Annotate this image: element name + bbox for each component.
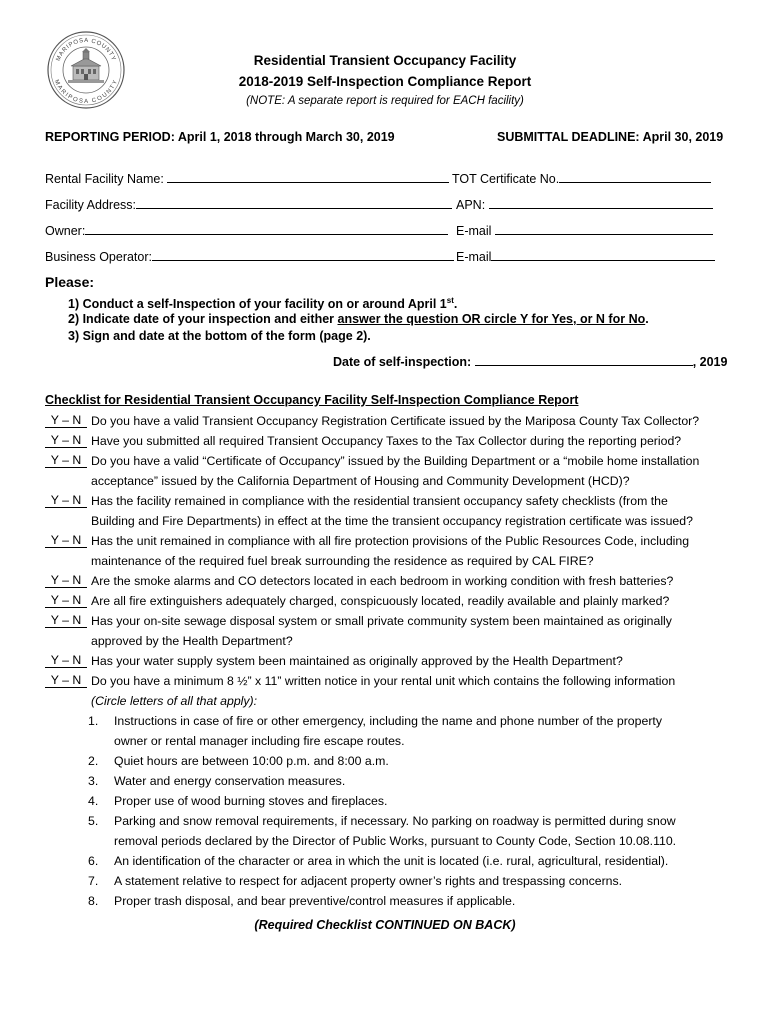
reporting-period: REPORTING PERIOD: April 1, 2018 through March 30, 2019 <box>45 130 395 144</box>
operator-label: Business Operator: <box>45 250 152 264</box>
notice-item-text: Water and energy conservation measures. <box>114 774 346 788</box>
yes-no-circle[interactable]: Y – N <box>45 591 87 608</box>
apn-input[interactable] <box>489 195 713 209</box>
step2-underlined: answer the question OR circle Y for Yes, or N for No <box>337 312 646 326</box>
question-text: Has the facility remained in compliance with the residential transient occupancy safety checklists (from the <box>91 494 668 508</box>
question-text: Are all fire extinguishers adequately charged, conspicuously located, readily available and plainly marked? <box>91 594 670 608</box>
notice-item[interactable] <box>88 871 728 891</box>
checklist-question <box>45 491 735 531</box>
step2-end: . <box>645 312 649 326</box>
county-seal-icon <box>46 30 126 110</box>
question-text: Have you submitted all required Transient Occupancy Taxes to the Tax Collector during the reporting period? <box>91 434 682 448</box>
checklist-question <box>45 591 735 611</box>
owner-email-label: E-mail <box>456 224 492 238</box>
operator-input[interactable] <box>152 247 454 261</box>
owner-input[interactable] <box>85 221 448 235</box>
please-heading: Please: <box>45 274 95 290</box>
notice-item-text: Quiet hours are between 10:00 p.m. and 8:00 a.m. <box>114 754 389 768</box>
yes-no-circle[interactable]: Y – N <box>45 451 87 468</box>
tot-input[interactable] <box>559 169 711 183</box>
owner-row <box>45 221 448 240</box>
inspection-date-label: Date of self-inspection: <box>333 355 472 369</box>
facility-name-label: Rental Facility Name: <box>45 172 164 186</box>
checklist-question <box>45 431 735 451</box>
yes-no-circle[interactable]: Y – N <box>45 611 87 628</box>
notice-item-number[interactable]: 6. <box>88 854 99 868</box>
step1-end: . <box>453 297 458 312</box>
notice-item[interactable] <box>88 891 728 911</box>
form-note: (NOTE: A separate report is required for EACH facility) <box>246 95 524 107</box>
submittal-deadline: SUBMITTAL DEADLINE: April 30, 2019 <box>497 130 724 144</box>
yes-no-circle[interactable]: Y – N <box>45 431 87 448</box>
yes-no-circle[interactable]: Y – N <box>45 531 87 548</box>
inspection-date-year: , 2019 <box>692 355 728 369</box>
notice-item-number[interactable]: 1. <box>88 714 99 728</box>
facility-name-row <box>45 169 449 188</box>
continued-notice: (Required Checklist CONTINUED ON BACK) <box>254 918 516 932</box>
tot-row <box>452 169 711 188</box>
apn-label: APN: <box>456 198 486 212</box>
title-block <box>130 50 640 110</box>
checklist-question <box>45 571 735 591</box>
checklist-question <box>45 671 735 691</box>
notice-item[interactable] <box>88 771 728 791</box>
operator-row <box>45 247 454 266</box>
seal-text-top: MARIPOSA COUNTY <box>55 37 117 63</box>
yes-no-circle[interactable]: Y – N <box>45 411 87 428</box>
step1-text: 1) Conduct a self-Inspection of your facility on or around April 1 <box>68 297 447 312</box>
checklist-question <box>45 651 735 671</box>
notice-item-text: removal periods declared by the Director of Public Works, pursuant to County Code, Section 10.08.110. <box>114 834 677 848</box>
yes-no-circle[interactable]: Y – N <box>45 671 87 688</box>
notice-item[interactable] <box>88 751 728 771</box>
question-text: Do you have a minimum 8 ½” x 11” written notice in your rental unit which contains the following information <box>91 674 676 688</box>
notice-item-text: Proper trash disposal, and bear preventive/control measures if applicable. <box>114 894 516 908</box>
notice-item-text: Instructions in case of fire or other emergency, including the name and phone number of the property <box>114 714 662 728</box>
question-text: acceptance” issued by the California Department of Housing and Community Development (HCD)? <box>91 474 630 488</box>
checklist-question <box>45 451 735 491</box>
question-text: maintenance of the required fuel break surrounding the residence as required by CAL FIRE? <box>91 554 594 568</box>
yes-no-circle[interactable]: Y – N <box>45 651 87 668</box>
inspection-date-row <box>333 352 727 371</box>
circle-note <box>45 691 735 711</box>
notice-item[interactable] <box>88 711 728 751</box>
operator-email-input[interactable] <box>491 247 715 261</box>
owner-label: Owner: <box>45 224 86 238</box>
seal-text-bottom: MARIPOSA COUNTY <box>52 78 120 106</box>
checklist-question <box>45 411 735 431</box>
address-input[interactable] <box>136 195 452 209</box>
notice-item-text: A statement relative to respect for adjacent property owner’s rights and trespassing concerns. <box>114 874 623 888</box>
question-text: Do you have a valid “Certificate of Occupancy” issued by the Building Department or a “mobile home installation <box>91 454 700 468</box>
notice-item-number[interactable]: 2. <box>88 754 99 768</box>
operator-email-label: E-mail <box>456 250 492 264</box>
instruction-step-2 <box>68 310 649 328</box>
notice-item[interactable] <box>88 811 728 851</box>
owner-email-input[interactable] <box>495 221 713 235</box>
tot-label: TOT Certificate No. <box>452 172 560 186</box>
instruction-step-3: 3) Sign and date at the bottom of the form (page 2). <box>68 329 371 343</box>
yes-no-circle[interactable]: Y – N <box>45 491 87 508</box>
question-text: Building and Fire Departments) in effect at the time the transient occupancy registration certificate was issued? <box>91 514 693 528</box>
form-subtitle: 2018-2019 Self-Inspection Compliance Report <box>238 74 532 89</box>
notice-item-number[interactable]: 5. <box>88 814 99 828</box>
step1-sup: st <box>446 296 454 305</box>
notice-item-number[interactable]: 4. <box>88 794 99 808</box>
notice-item-text: Parking and snow removal requirements, if necessary. No parking on roadway is permitted during snow <box>114 814 676 828</box>
checklist-question <box>45 531 735 571</box>
circle-note-text: (Circle letters of all that apply): <box>91 694 258 708</box>
notice-item-text: Proper use of wood burning stoves and fireplaces. <box>114 794 388 808</box>
notice-item[interactable] <box>88 791 728 811</box>
notice-item-text: An identification of the character or area in which the unit is located (i.e. rural, agricultural, residential). <box>114 854 669 868</box>
notice-item-number[interactable]: 8. <box>88 894 99 908</box>
checklist-question <box>45 611 735 651</box>
step2-text: 2) Indicate date of your inspection and either <box>68 312 338 326</box>
address-row <box>45 195 452 214</box>
question-text: approved by the Health Department? <box>91 634 293 648</box>
facility-name-input[interactable] <box>167 169 449 183</box>
form-title: Residential Transient Occupancy Facility <box>253 53 517 68</box>
question-text: Are the smoke alarms and CO detectors located in each bedroom in working condition with fresh batteries? <box>91 574 674 588</box>
operator-email-row <box>456 247 715 266</box>
question-text: Has your on-site sewage disposal system or small private community system been maintained as originally <box>91 614 672 628</box>
question-text: Has your water supply system been maintained as originally approved by the Health Department? <box>91 654 623 668</box>
address-label: Facility Address: <box>45 198 137 212</box>
notice-item-number[interactable]: 3. <box>88 774 99 788</box>
checklist-title: Checklist for Residential Transient Occupancy Facility Self-Inspection Compliance Report <box>45 393 579 407</box>
question-text: Has the unit remained in compliance with all fire protection provisions of the Public Resources Code, including <box>91 534 690 548</box>
yes-no-circle[interactable]: Y – N <box>45 571 87 588</box>
owner-email-row <box>456 221 713 240</box>
notice-item[interactable] <box>88 851 728 871</box>
question-text: Do you have a valid Transient Occupancy Registration Certificate issued by the Mariposa County Tax Collector? <box>91 414 700 428</box>
inspection-date-input[interactable] <box>475 352 693 366</box>
notice-item-text: owner or rental manager including fire escape routes. <box>114 734 405 748</box>
apn-row <box>456 195 713 214</box>
notice-item-number[interactable]: 7. <box>88 874 99 888</box>
